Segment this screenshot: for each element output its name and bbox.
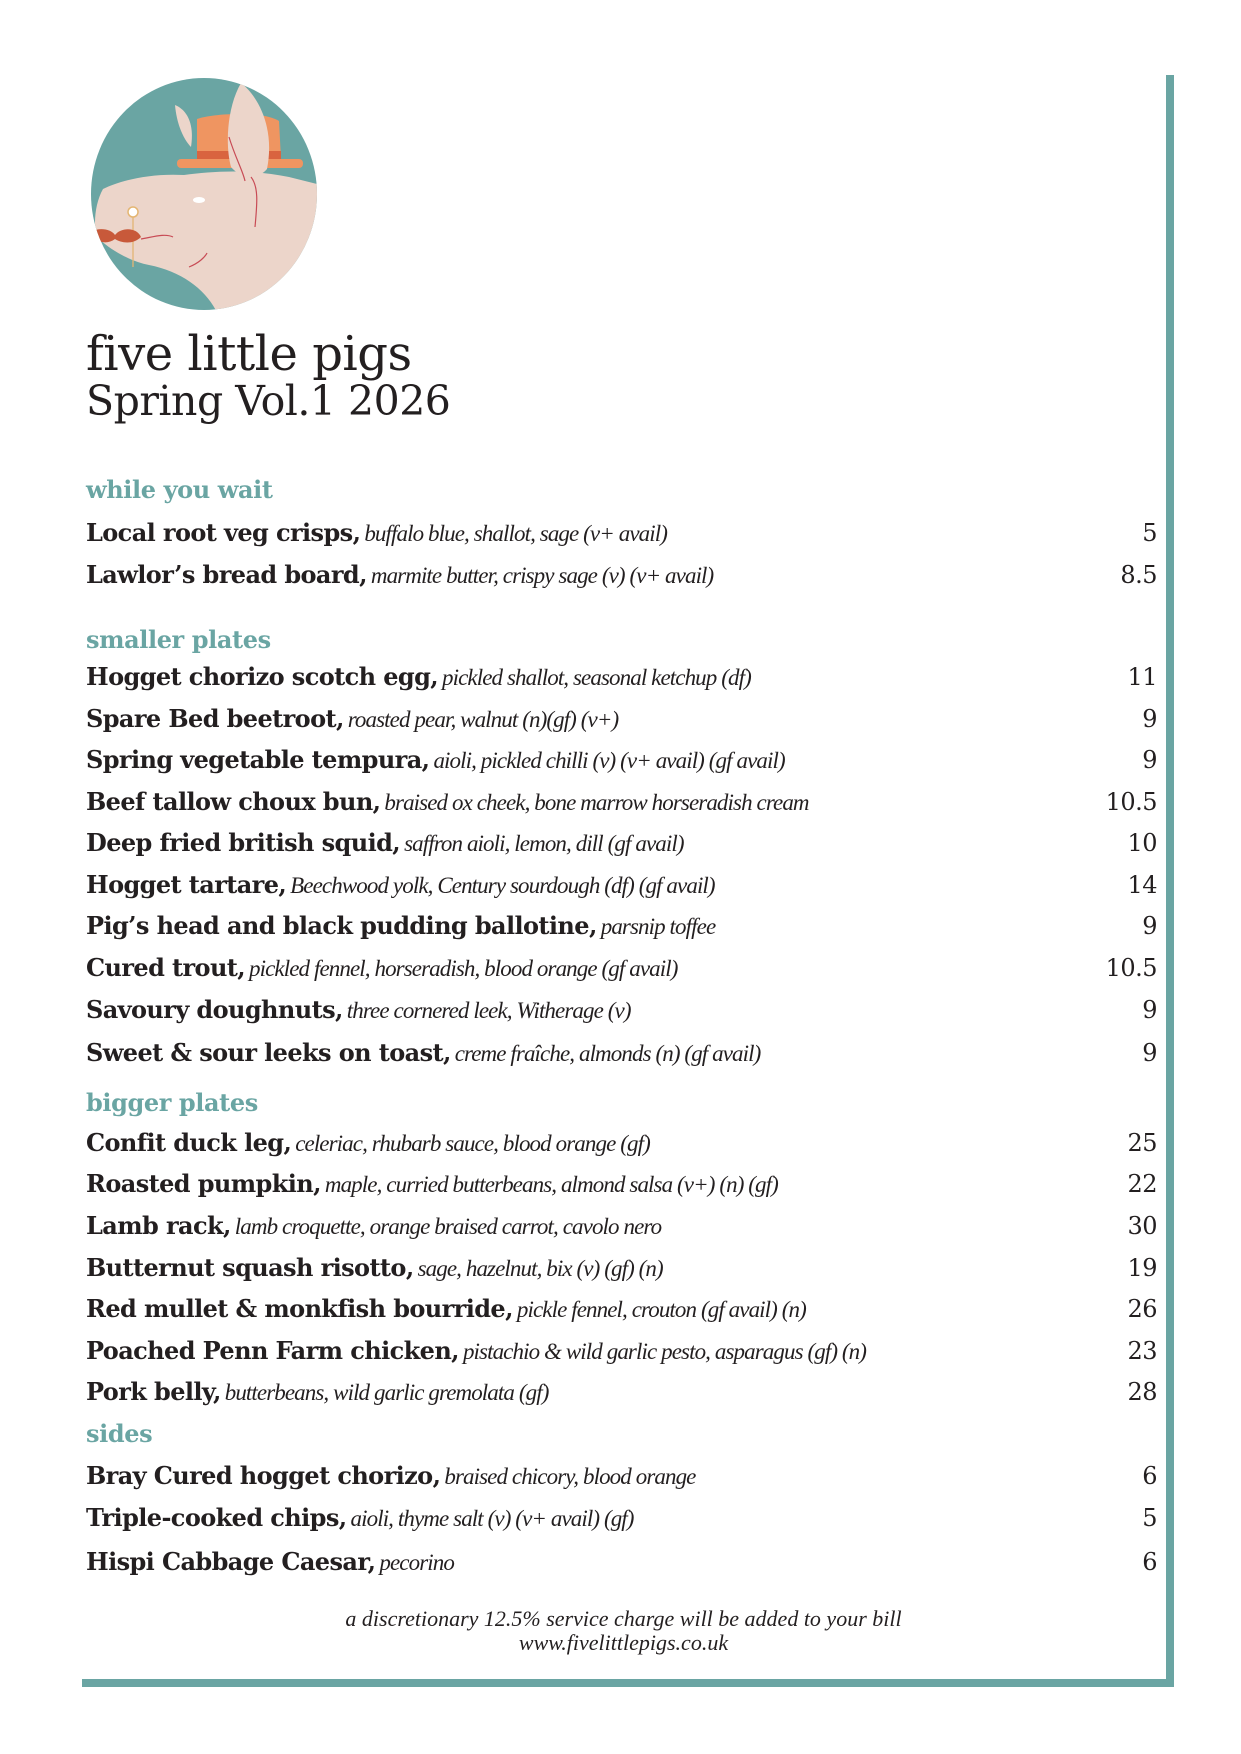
- item-description: lamb croquette, orange braised carrot, cavolo nero: [234, 1214, 662, 1239]
- item-name: Spare Bed beetroot,: [86, 704, 344, 733]
- item-price: 10.5: [1105, 954, 1157, 982]
- menu-item: [86, 662, 1157, 696]
- item-price: 6: [1142, 1462, 1157, 1490]
- item-description: buffalo blue, shallot, sage (v+ avail): [364, 521, 667, 546]
- menu-item: [86, 787, 1157, 821]
- menu-item: [86, 1503, 1157, 1537]
- item-price: 22: [1127, 1170, 1157, 1198]
- item-description: celeriac, rhubarb sauce, blood orange (gf): [295, 1131, 650, 1156]
- menu-item: [86, 953, 1157, 987]
- item-price: 8.5: [1120, 561, 1157, 589]
- item-name: Hogget tartare,: [86, 870, 287, 899]
- menu-item: [86, 1336, 1157, 1370]
- menu-item: [86, 518, 1157, 552]
- item-name: Poached Penn Farm chicken: [86, 1336, 452, 1365]
- item-price: 9: [1142, 746, 1157, 774]
- menu-item: [86, 911, 1157, 945]
- item-price: 23: [1127, 1337, 1157, 1365]
- restaurant-name: five little pigs: [86, 326, 412, 382]
- item-description: pecorino: [379, 1550, 454, 1575]
- menu-item: [86, 1461, 1157, 1495]
- item-price: 6: [1142, 1548, 1157, 1576]
- item-description: butterbeans, wild garlic gremolata (gf): [224, 1380, 549, 1405]
- item-separator: ,: [352, 518, 361, 547]
- item-price: 5: [1142, 519, 1157, 547]
- item-description: braised chicory, blood orange: [444, 1464, 696, 1489]
- item-description: pickle fennel, crouton (gf avail) (n): [516, 1297, 806, 1322]
- menu-item: [86, 1128, 1157, 1162]
- menu-item: [86, 745, 1157, 779]
- pig-with-bowler-hat-and-monocle-icon: [89, 77, 319, 311]
- item-name: Sweet & sour leeks on toast,: [86, 1038, 451, 1067]
- item-name: Triple-cooked chips: [86, 1503, 339, 1532]
- menu-item: [86, 1169, 1157, 1203]
- item-name: Confit duck leg,: [86, 1128, 292, 1157]
- item-price: 25: [1127, 1129, 1157, 1157]
- item-description: creme fraîche, almonds (n) (gf avail): [454, 1041, 761, 1066]
- item-name: Pork belly,: [86, 1377, 221, 1406]
- item-description: roasted pear, walnut (n)(gf) (v+): [347, 707, 619, 732]
- item-separator: ,: [392, 828, 401, 857]
- menu-item: [86, 1377, 1157, 1411]
- item-description: sage, hazelnut, bix (v) (gf) (n): [417, 1256, 663, 1281]
- menu-item: [86, 1253, 1157, 1287]
- item-description: aioli, pickled chilli (v) (v+ avail) (gf avail): [433, 748, 785, 773]
- item-name: Pig’s head and black pudding ballotine,: [86, 911, 597, 940]
- section-heading-while-you-wait: while you wait: [86, 475, 273, 504]
- item-name: Local root veg crisps: [86, 518, 353, 547]
- menu-item: [86, 560, 1157, 594]
- service-charge-note: a discretionary 12.5% service charge will be added to your bill: [345, 1606, 902, 1631]
- item-separator: ,: [338, 1503, 347, 1532]
- item-price: 9: [1142, 705, 1157, 733]
- item-name: Beef tallow choux bun,: [86, 787, 381, 816]
- frame-border-bottom: [82, 1679, 1174, 1687]
- item-price: 9: [1142, 912, 1157, 940]
- item-price: 10.5: [1105, 788, 1157, 816]
- menu-edition: Spring Vol.1 2026: [86, 377, 451, 425]
- item-description: aioli, thyme salt (v) (v+ avail) (gf): [350, 1506, 634, 1531]
- item-description: maple, curried butterbeans, almond salsa (v+) (n) (gf): [324, 1172, 778, 1197]
- item-price: 14: [1127, 871, 1157, 899]
- item-name: Hogget chorizo scotch egg: [86, 662, 431, 691]
- item-separator: ,: [421, 745, 430, 774]
- menu-item: [86, 870, 1157, 904]
- item-separator: ,: [451, 1336, 459, 1365]
- menu-item: [86, 995, 1157, 1029]
- menu-item: [86, 1547, 1157, 1581]
- menu-item: [86, 1211, 1157, 1245]
- frame-border-right: [1166, 75, 1174, 1687]
- item-price: 26: [1127, 1295, 1157, 1323]
- section-heading-smaller-plates: smaller plates: [86, 625, 271, 654]
- item-name: Lamb rack,: [86, 1211, 231, 1240]
- item-description: pistachio & wild garlic pesto, asparagus (gf) (n): [462, 1339, 867, 1364]
- menu-item: [86, 828, 1157, 862]
- item-price: 5: [1142, 1504, 1157, 1532]
- menu-item: [86, 704, 1157, 738]
- item-name: Savoury doughnuts,: [86, 995, 343, 1024]
- item-description: braised ox cheek, bone marrow horseradish cream: [384, 790, 809, 815]
- item-description: pickled shallot, seasonal ketchup (df): [442, 665, 751, 690]
- item-description: saffron aioli, lemon, dill (gf avail): [404, 831, 684, 856]
- item-price: 19: [1127, 1254, 1157, 1282]
- item-price: 28: [1127, 1378, 1157, 1406]
- section-heading-bigger-plates: bigger plates: [86, 1088, 258, 1117]
- item-price: 10: [1127, 829, 1157, 857]
- item-name: Deep fried british squid: [86, 828, 393, 857]
- item-description: Beechwood yolk, Century sourdough (df) (gf avail): [290, 873, 715, 898]
- item-name: Cured trout,: [86, 953, 246, 982]
- menu-item: [86, 1294, 1157, 1328]
- item-name: Lawlor’s bread board,: [86, 560, 367, 589]
- item-price: 11: [1127, 663, 1157, 691]
- item-description: pickled fennel, horseradish, blood orange (gf avail): [249, 956, 678, 981]
- item-price: 30: [1127, 1212, 1157, 1240]
- item-price: 9: [1142, 1039, 1157, 1067]
- item-description: parsnip toffee: [600, 914, 716, 939]
- item-separator: ,: [505, 1294, 513, 1323]
- item-name: Butternut squash risotto,: [86, 1253, 414, 1282]
- item-description: marmite butter, crispy sage (v) (v+ avail): [370, 563, 714, 588]
- item-name: Spring vegetable tempura: [86, 745, 422, 774]
- item-name: Red mullet & monkfish bourride: [86, 1294, 506, 1323]
- item-name: Hispi Cabbage Caesar,: [86, 1547, 376, 1576]
- item-name: Bray Cured hogget chorizo,: [86, 1461, 441, 1490]
- menu-item: [86, 1038, 1157, 1072]
- item-separator: ,: [430, 662, 439, 691]
- item-price: 9: [1142, 996, 1157, 1024]
- section-heading-sides: sides: [86, 1419, 153, 1448]
- website-link[interactable]: www.fivelittlepigs.co.uk: [518, 1630, 729, 1655]
- item-description: three cornered leek, Witherage (v): [346, 998, 631, 1023]
- item-name: Roasted pumpkin,: [86, 1169, 321, 1198]
